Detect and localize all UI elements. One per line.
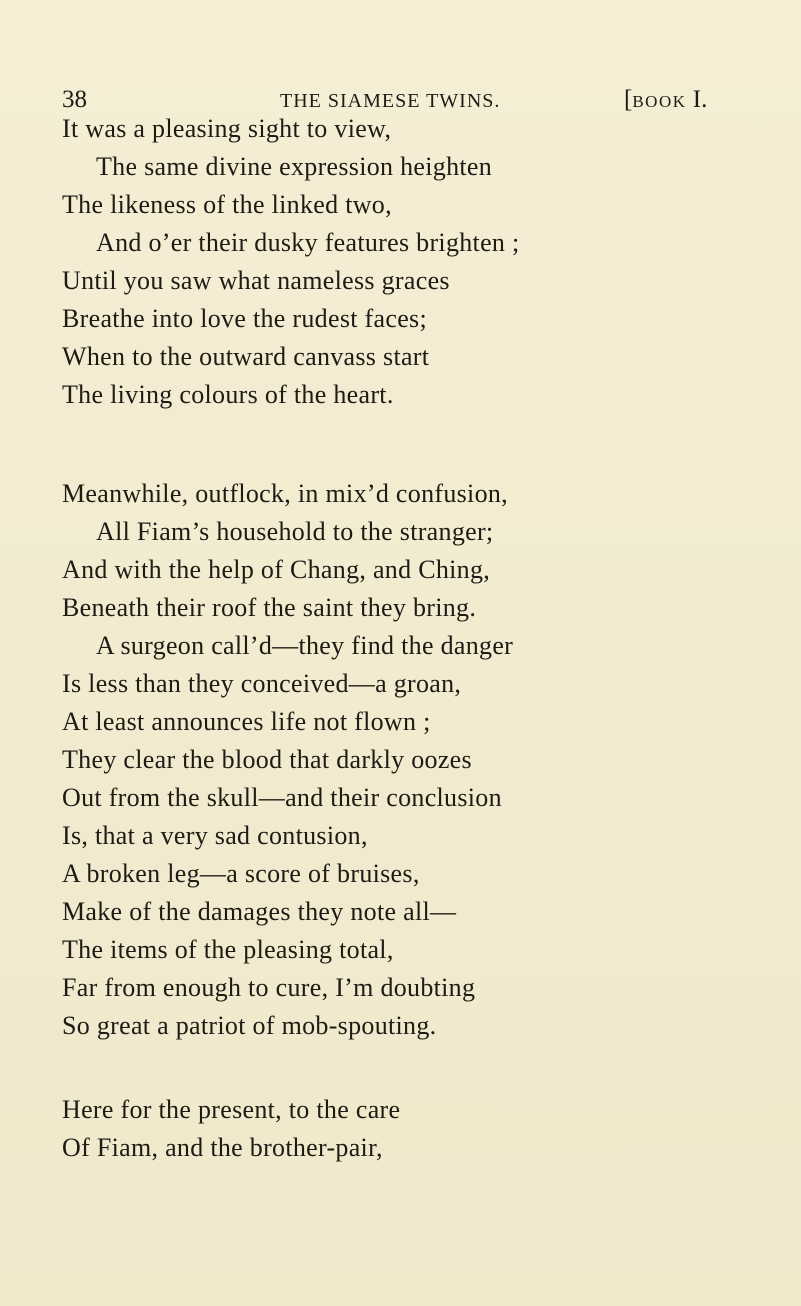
verse-line: A surgeon call’d—they find the danger [96, 631, 514, 660]
verse-line: All Fiam’s household to the stranger; [96, 517, 494, 546]
verse-line: And with the help of Chang, and Ching, [62, 555, 491, 584]
verse-line: Here for the present, to the care [62, 1095, 401, 1124]
verse-line: And o’er their dusky features brighten ; [96, 228, 520, 257]
stanza-2 [0, 475, 801, 1045]
verse-line: The items of the pleasing total, [62, 935, 394, 964]
verse-line: Is less than they conceived—a groan, [62, 669, 462, 698]
verse-line: At least announces life not flown ; [62, 707, 431, 736]
verse-line: So great a patriot of mob-spouting. [62, 1011, 437, 1040]
verse-line: The likeness of the linked two, [62, 190, 392, 219]
book-number: I. [692, 86, 708, 113]
page-number: 38 [62, 86, 87, 113]
verse-line: The living colours of the heart. [62, 380, 394, 409]
book-label: BOOK [632, 92, 687, 111]
verse-line: Until you saw what nameless graces [62, 266, 450, 295]
verse-line: It was a pleasing sight to view, [62, 114, 392, 143]
verse-line: They clear the blood that darkly oozes [62, 745, 472, 774]
verse-line: Meanwhile, outflock, in mix’d confusion, [62, 479, 508, 508]
verse-line: Of Fiam, and the brother-pair, [62, 1133, 383, 1162]
verse-line: A broken leg—a score of bruises, [62, 859, 420, 888]
verse-line: Breathe into love the rudest faces; [62, 304, 427, 333]
book-bracket: [ [624, 86, 633, 113]
verse-line: When to the outward canvass start [62, 342, 430, 371]
verse-line: Out from the skull—and their conclusion [62, 783, 502, 812]
verse-line: Make of the damages they note all— [62, 897, 457, 926]
verse-line: Far from enough to cure, I’m doubting [62, 973, 476, 1002]
running-title: THE SIAMESE TWINS. [280, 90, 501, 112]
verse-line: Is, that a very sad contusion, [62, 821, 368, 850]
stanza-1 [0, 110, 801, 414]
verse-line: Beneath their roof the saint they bring. [62, 593, 477, 622]
verse-line: The same divine expression heighten [96, 152, 493, 181]
stanza-3 [0, 1091, 801, 1167]
